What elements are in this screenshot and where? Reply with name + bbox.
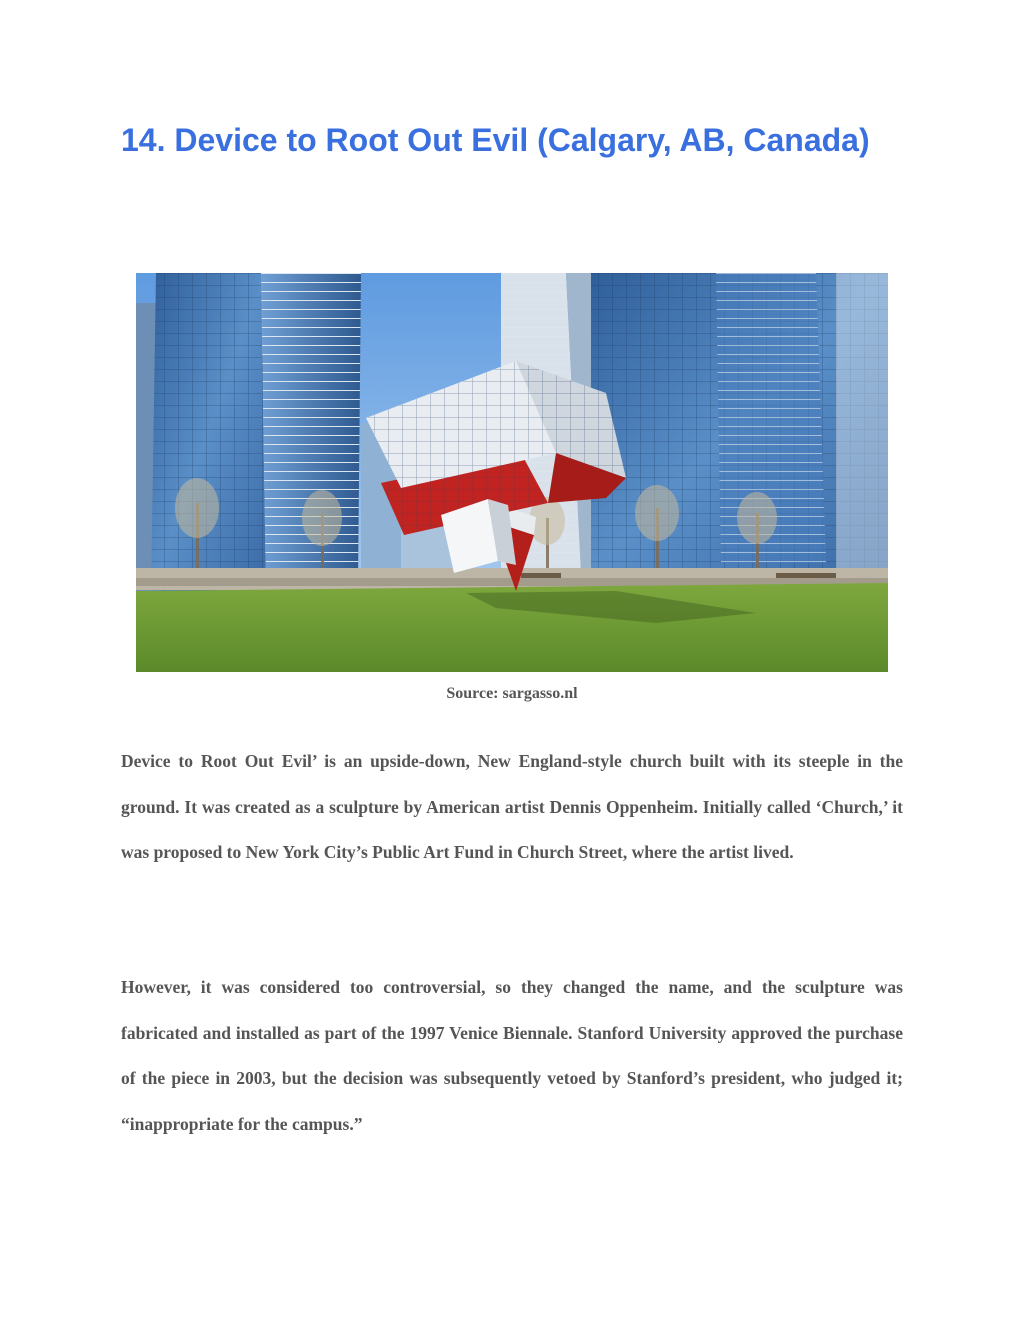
body-paragraph-2: However, it was considered too controversial, so they changed the name, and the sculpture was fabricated and installed as part of the 1997 Venice Biennale. Stanford University approved the purchase of the piece in 2003, but the decision was subsequently vetoed by Stanford’s president, who judged it; “inappropriate for the campus.” xyxy=(121,977,903,1134)
page-title: 14. Device to Root Out Evil (Calgary, AB, Canada) xyxy=(121,122,870,158)
sculpture-photo xyxy=(136,273,888,672)
image-caption: Source: sargasso.nl xyxy=(446,685,578,702)
body-paragraph-1: Device to Root Out Evil’ is an upside-down, New England-style church built with its steeple in the ground. It was created as a sculpture by American artist Dennis Oppenheim. Initially called ‘Church,’ it was proposed to New York City’s Public Art Fund in Church Street, where the artist lived. xyxy=(121,751,903,862)
